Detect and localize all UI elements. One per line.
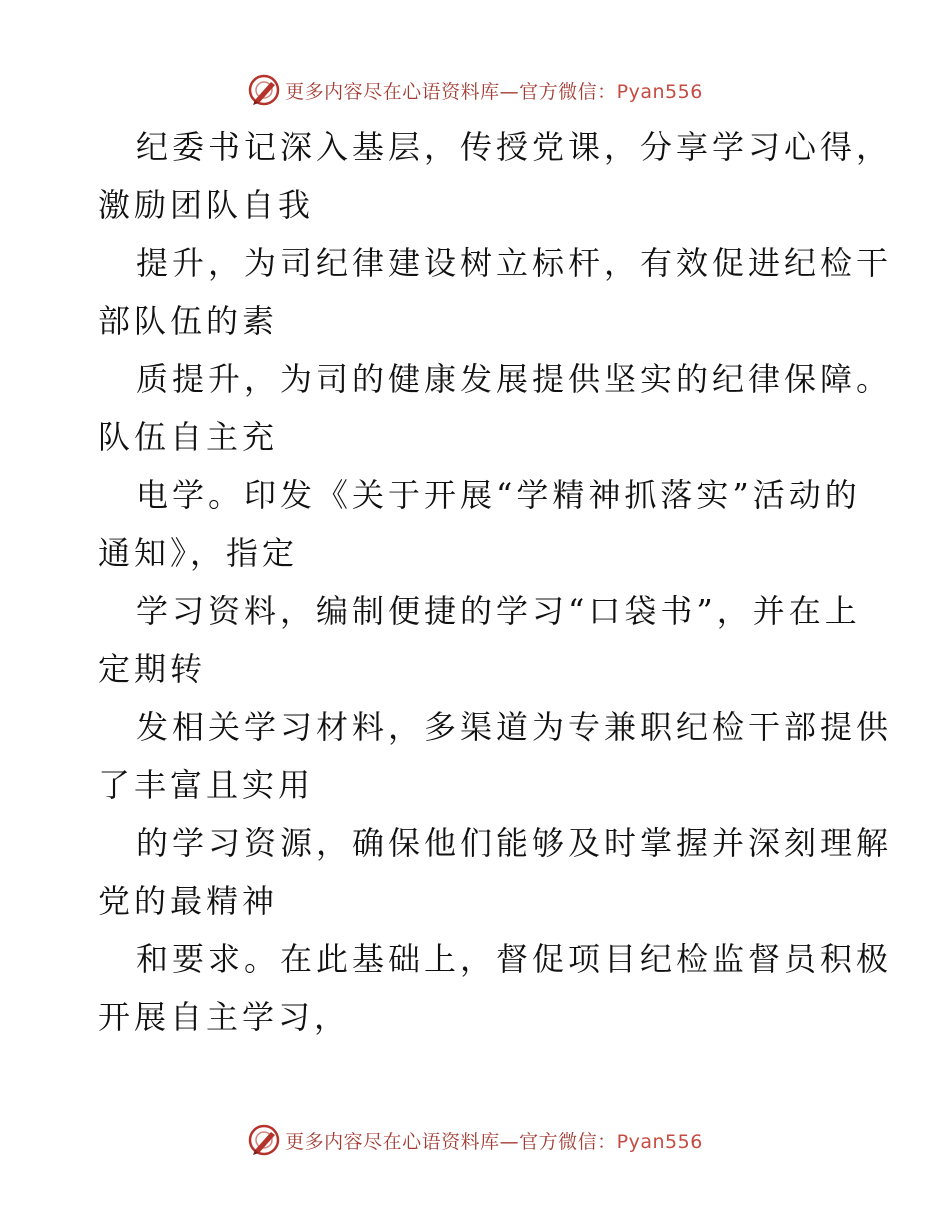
wechat-handle: Pyan556 (616, 1130, 703, 1153)
banner-text: 更多内容尽在心语资料库—官方微信：Pyan556 (285, 80, 703, 103)
paragraph-line: 部队伍的素 (98, 302, 279, 340)
paragraph-line: 开展自主学习， (98, 998, 351, 1036)
paragraph-line: 激励团队自我 (98, 186, 315, 224)
paragraph (98, 118, 893, 234)
paragraph (98, 234, 893, 350)
paragraph-line: 和要求。在此基础上，督促项目纪检监督员积极 (136, 940, 893, 978)
paragraph-line: 队伍自主充 (98, 418, 279, 456)
paragraph (98, 582, 861, 698)
paragraph-line: 定期转 (98, 650, 207, 688)
paragraph (98, 698, 893, 814)
header-banner (0, 70, 950, 110)
pen-logo-icon (247, 73, 281, 107)
paragraph-line: 党的最精神 (98, 882, 279, 920)
paragraph-line: 学习资料，编制便捷的学习“口袋书”，并在上 (136, 592, 861, 630)
paragraph-line: 纪委书记深入基层，传授党课，分享学习心得， (136, 128, 893, 166)
paragraph-line: 提升，为司纪律建设树立标杆，有效促进纪检干 (136, 244, 893, 282)
paragraph-line: 电学。印发《关于开展“学精神抓落实”活动的 (136, 476, 861, 514)
paragraph (98, 466, 861, 582)
banner-text: 更多内容尽在心语资料库—官方微信：Pyan556 (285, 1130, 703, 1153)
wechat-handle: Pyan556 (616, 80, 703, 103)
paragraph-line: 了丰富且实用 (98, 766, 315, 804)
footer-banner (0, 1120, 950, 1160)
paragraph-line: 质提升，为司的健康发展提供坚实的纪律保障。 (136, 360, 893, 398)
paragraph (98, 930, 893, 1046)
pen-logo-icon (247, 1123, 281, 1157)
paragraph-line: 的学习资源，确保他们能够及时掌握并深刻理解 (136, 824, 893, 862)
paragraph (98, 814, 893, 930)
document-body (98, 118, 893, 1046)
paragraph-line: 通知》，指定 (98, 534, 299, 572)
paragraph (98, 350, 893, 466)
paragraph-line: 发相关学习材料，多渠道为专兼职纪检干部提供 (136, 708, 893, 746)
